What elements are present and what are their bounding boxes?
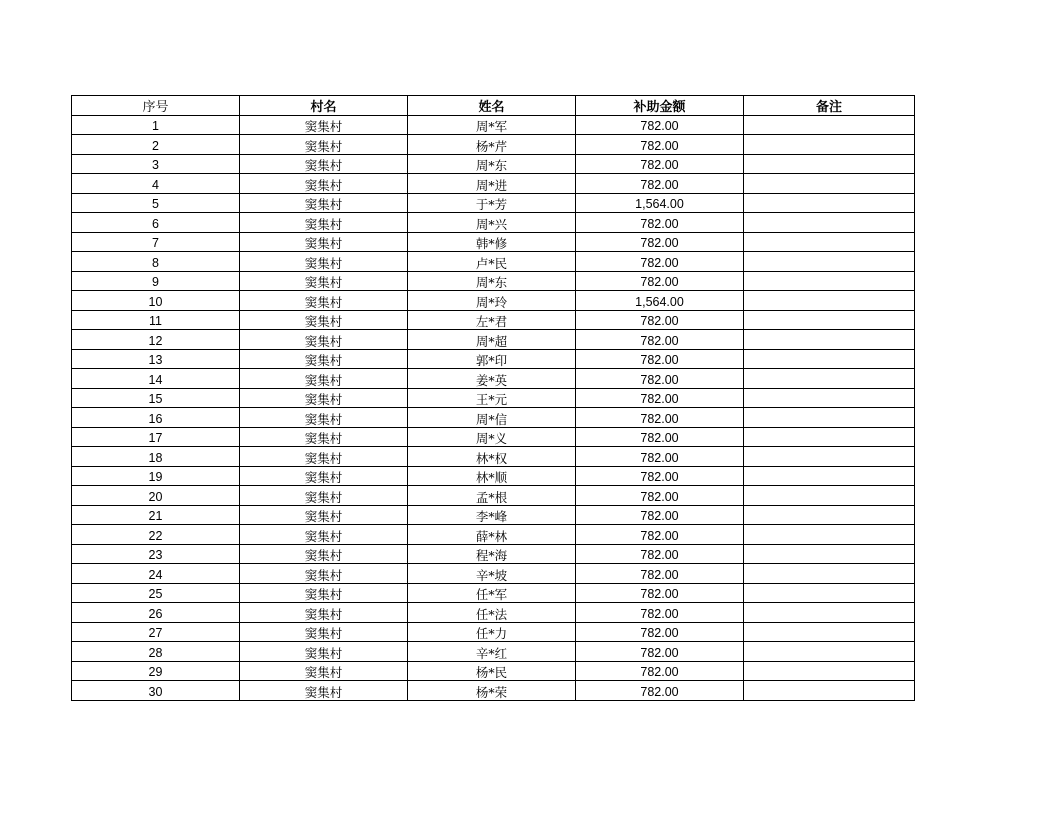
cell-remark xyxy=(744,115,915,135)
cell-index: 2 xyxy=(72,135,240,155)
table-row xyxy=(72,232,915,252)
cell-name: 周*兴 xyxy=(408,213,576,233)
cell-name: 任*军 xyxy=(408,583,576,603)
table-body xyxy=(72,115,915,700)
table-row xyxy=(72,642,915,662)
table-row xyxy=(72,408,915,428)
table-row xyxy=(72,486,915,506)
cell-name: 杨*芹 xyxy=(408,135,576,155)
cell-village: 窦集村 xyxy=(240,427,408,447)
cell-village: 窦集村 xyxy=(240,310,408,330)
cell-village: 窦集村 xyxy=(240,603,408,623)
cell-remark xyxy=(744,486,915,506)
cell-name: 李*峰 xyxy=(408,505,576,525)
cell-village: 窦集村 xyxy=(240,252,408,272)
cell-name: 周*进 xyxy=(408,174,576,194)
cell-amount: 782.00 xyxy=(576,642,744,662)
table-row xyxy=(72,583,915,603)
cell-name: 程*海 xyxy=(408,544,576,564)
cell-amount: 782.00 xyxy=(576,174,744,194)
cell-amount: 782.00 xyxy=(576,603,744,623)
cell-village: 窦集村 xyxy=(240,213,408,233)
cell-village: 窦集村 xyxy=(240,193,408,213)
table-row xyxy=(72,271,915,291)
table-row xyxy=(72,447,915,467)
cell-amount: 782.00 xyxy=(576,427,744,447)
cell-remark xyxy=(744,525,915,545)
cell-remark xyxy=(744,330,915,350)
cell-remark xyxy=(744,466,915,486)
cell-amount: 782.00 xyxy=(576,622,744,642)
cell-amount: 782.00 xyxy=(576,505,744,525)
cell-index: 9 xyxy=(72,271,240,291)
cell-index: 4 xyxy=(72,174,240,194)
cell-name: 左*君 xyxy=(408,310,576,330)
cell-amount: 782.00 xyxy=(576,232,744,252)
cell-amount: 782.00 xyxy=(576,583,744,603)
cell-remark xyxy=(744,232,915,252)
table-row xyxy=(72,388,915,408)
cell-remark xyxy=(744,193,915,213)
cell-remark xyxy=(744,583,915,603)
cell-name: 任*法 xyxy=(408,603,576,623)
cell-amount: 782.00 xyxy=(576,525,744,545)
cell-village: 窦集村 xyxy=(240,115,408,135)
cell-name: 周*东 xyxy=(408,154,576,174)
table-row xyxy=(72,291,915,311)
cell-village: 窦集村 xyxy=(240,466,408,486)
cell-index: 15 xyxy=(72,388,240,408)
cell-index: 30 xyxy=(72,681,240,701)
table-row xyxy=(72,213,915,233)
cell-amount: 782.00 xyxy=(576,681,744,701)
cell-index: 1 xyxy=(72,115,240,135)
table-row xyxy=(72,174,915,194)
cell-name: 任*力 xyxy=(408,622,576,642)
cell-name: 林*顺 xyxy=(408,466,576,486)
cell-index: 29 xyxy=(72,661,240,681)
cell-name: 姜*英 xyxy=(408,369,576,389)
cell-index: 11 xyxy=(72,310,240,330)
header-remark: 备注 xyxy=(744,96,915,116)
cell-name: 王*元 xyxy=(408,388,576,408)
cell-index: 14 xyxy=(72,369,240,389)
cell-amount: 782.00 xyxy=(576,466,744,486)
cell-index: 18 xyxy=(72,447,240,467)
cell-index: 13 xyxy=(72,349,240,369)
cell-remark xyxy=(744,291,915,311)
cell-name: 周*超 xyxy=(408,330,576,350)
cell-name: 卢*民 xyxy=(408,252,576,272)
cell-remark xyxy=(744,603,915,623)
cell-index: 3 xyxy=(72,154,240,174)
cell-amount: 1,564.00 xyxy=(576,291,744,311)
cell-remark xyxy=(744,427,915,447)
cell-name: 杨*民 xyxy=(408,661,576,681)
cell-index: 27 xyxy=(72,622,240,642)
table-row xyxy=(72,349,915,369)
cell-name: 于*芳 xyxy=(408,193,576,213)
table-row xyxy=(72,603,915,623)
cell-village: 窦集村 xyxy=(240,486,408,506)
cell-village: 窦集村 xyxy=(240,154,408,174)
cell-village: 窦集村 xyxy=(240,330,408,350)
table-row xyxy=(72,564,915,584)
cell-remark xyxy=(744,271,915,291)
cell-amount: 782.00 xyxy=(576,447,744,467)
cell-remark xyxy=(744,505,915,525)
cell-name: 周*玲 xyxy=(408,291,576,311)
cell-amount: 782.00 xyxy=(576,310,744,330)
cell-village: 窦集村 xyxy=(240,525,408,545)
table-row xyxy=(72,525,915,545)
cell-index: 8 xyxy=(72,252,240,272)
cell-remark xyxy=(744,213,915,233)
cell-village: 窦集村 xyxy=(240,135,408,155)
cell-remark xyxy=(744,252,915,272)
cell-village: 窦集村 xyxy=(240,369,408,389)
cell-remark xyxy=(744,369,915,389)
header-village: 村名 xyxy=(240,96,408,116)
cell-amount: 782.00 xyxy=(576,252,744,272)
cell-village: 窦集村 xyxy=(240,661,408,681)
cell-index: 23 xyxy=(72,544,240,564)
cell-village: 窦集村 xyxy=(240,408,408,428)
cell-village: 窦集村 xyxy=(240,681,408,701)
table-row xyxy=(72,330,915,350)
table-row xyxy=(72,369,915,389)
cell-index: 12 xyxy=(72,330,240,350)
cell-name: 辛*坡 xyxy=(408,564,576,584)
cell-amount: 782.00 xyxy=(576,486,744,506)
cell-name: 周*义 xyxy=(408,427,576,447)
cell-remark xyxy=(744,349,915,369)
table-row xyxy=(72,681,915,701)
cell-remark xyxy=(744,310,915,330)
cell-village: 窦集村 xyxy=(240,564,408,584)
table-row xyxy=(72,193,915,213)
cell-name: 周*信 xyxy=(408,408,576,428)
table-row xyxy=(72,544,915,564)
cell-village: 窦集村 xyxy=(240,291,408,311)
cell-village: 窦集村 xyxy=(240,271,408,291)
cell-amount: 782.00 xyxy=(576,213,744,233)
cell-index: 6 xyxy=(72,213,240,233)
table-row xyxy=(72,252,915,272)
cell-amount: 782.00 xyxy=(576,388,744,408)
cell-index: 22 xyxy=(72,525,240,545)
cell-village: 窦集村 xyxy=(240,505,408,525)
table-row xyxy=(72,661,915,681)
cell-village: 窦集村 xyxy=(240,544,408,564)
table-row xyxy=(72,622,915,642)
table-row xyxy=(72,466,915,486)
cell-village: 窦集村 xyxy=(240,349,408,369)
cell-name: 郭*印 xyxy=(408,349,576,369)
cell-remark xyxy=(744,388,915,408)
header-row xyxy=(72,96,915,116)
cell-remark xyxy=(744,661,915,681)
cell-amount: 782.00 xyxy=(576,661,744,681)
cell-name: 孟*根 xyxy=(408,486,576,506)
cell-index: 17 xyxy=(72,427,240,447)
cell-amount: 782.00 xyxy=(576,564,744,584)
cell-amount: 782.00 xyxy=(576,544,744,564)
cell-index: 24 xyxy=(72,564,240,584)
cell-remark xyxy=(744,622,915,642)
table-row xyxy=(72,154,915,174)
table-row xyxy=(72,135,915,155)
cell-remark xyxy=(744,564,915,584)
cell-amount: 782.00 xyxy=(576,408,744,428)
cell-name: 辛*红 xyxy=(408,642,576,662)
cell-village: 窦集村 xyxy=(240,642,408,662)
cell-village: 窦集村 xyxy=(240,447,408,467)
cell-index: 20 xyxy=(72,486,240,506)
cell-remark xyxy=(744,408,915,428)
cell-index: 28 xyxy=(72,642,240,662)
cell-village: 窦集村 xyxy=(240,232,408,252)
table-row xyxy=(72,427,915,447)
table-row xyxy=(72,310,915,330)
cell-amount: 782.00 xyxy=(576,271,744,291)
cell-index: 7 xyxy=(72,232,240,252)
header-name: 姓名 xyxy=(408,96,576,116)
cell-remark xyxy=(744,447,915,467)
cell-amount: 782.00 xyxy=(576,330,744,350)
cell-remark xyxy=(744,642,915,662)
cell-amount: 782.00 xyxy=(576,154,744,174)
cell-name: 林*权 xyxy=(408,447,576,467)
cell-name: 周*东 xyxy=(408,271,576,291)
cell-amount: 1,564.00 xyxy=(576,193,744,213)
cell-remark xyxy=(744,174,915,194)
table-row xyxy=(72,115,915,135)
cell-amount: 782.00 xyxy=(576,349,744,369)
cell-name: 周*军 xyxy=(408,115,576,135)
cell-remark xyxy=(744,154,915,174)
cell-village: 窦集村 xyxy=(240,174,408,194)
cell-name: 韩*修 xyxy=(408,232,576,252)
table-row xyxy=(72,505,915,525)
cell-index: 19 xyxy=(72,466,240,486)
cell-index: 16 xyxy=(72,408,240,428)
cell-amount: 782.00 xyxy=(576,369,744,389)
cell-remark xyxy=(744,135,915,155)
cell-index: 26 xyxy=(72,603,240,623)
cell-index: 5 xyxy=(72,193,240,213)
cell-village: 窦集村 xyxy=(240,622,408,642)
cell-index: 21 xyxy=(72,505,240,525)
cell-remark xyxy=(744,681,915,701)
cell-remark xyxy=(744,544,915,564)
cell-amount: 782.00 xyxy=(576,135,744,155)
subsidy-table xyxy=(71,95,915,701)
header-amount: 补助金额 xyxy=(576,96,744,116)
cell-name: 薛*林 xyxy=(408,525,576,545)
cell-index: 25 xyxy=(72,583,240,603)
cell-village: 窦集村 xyxy=(240,388,408,408)
cell-index: 10 xyxy=(72,291,240,311)
cell-village: 窦集村 xyxy=(240,583,408,603)
cell-amount: 782.00 xyxy=(576,115,744,135)
header-index: 序号 xyxy=(72,96,240,116)
cell-name: 杨*荣 xyxy=(408,681,576,701)
